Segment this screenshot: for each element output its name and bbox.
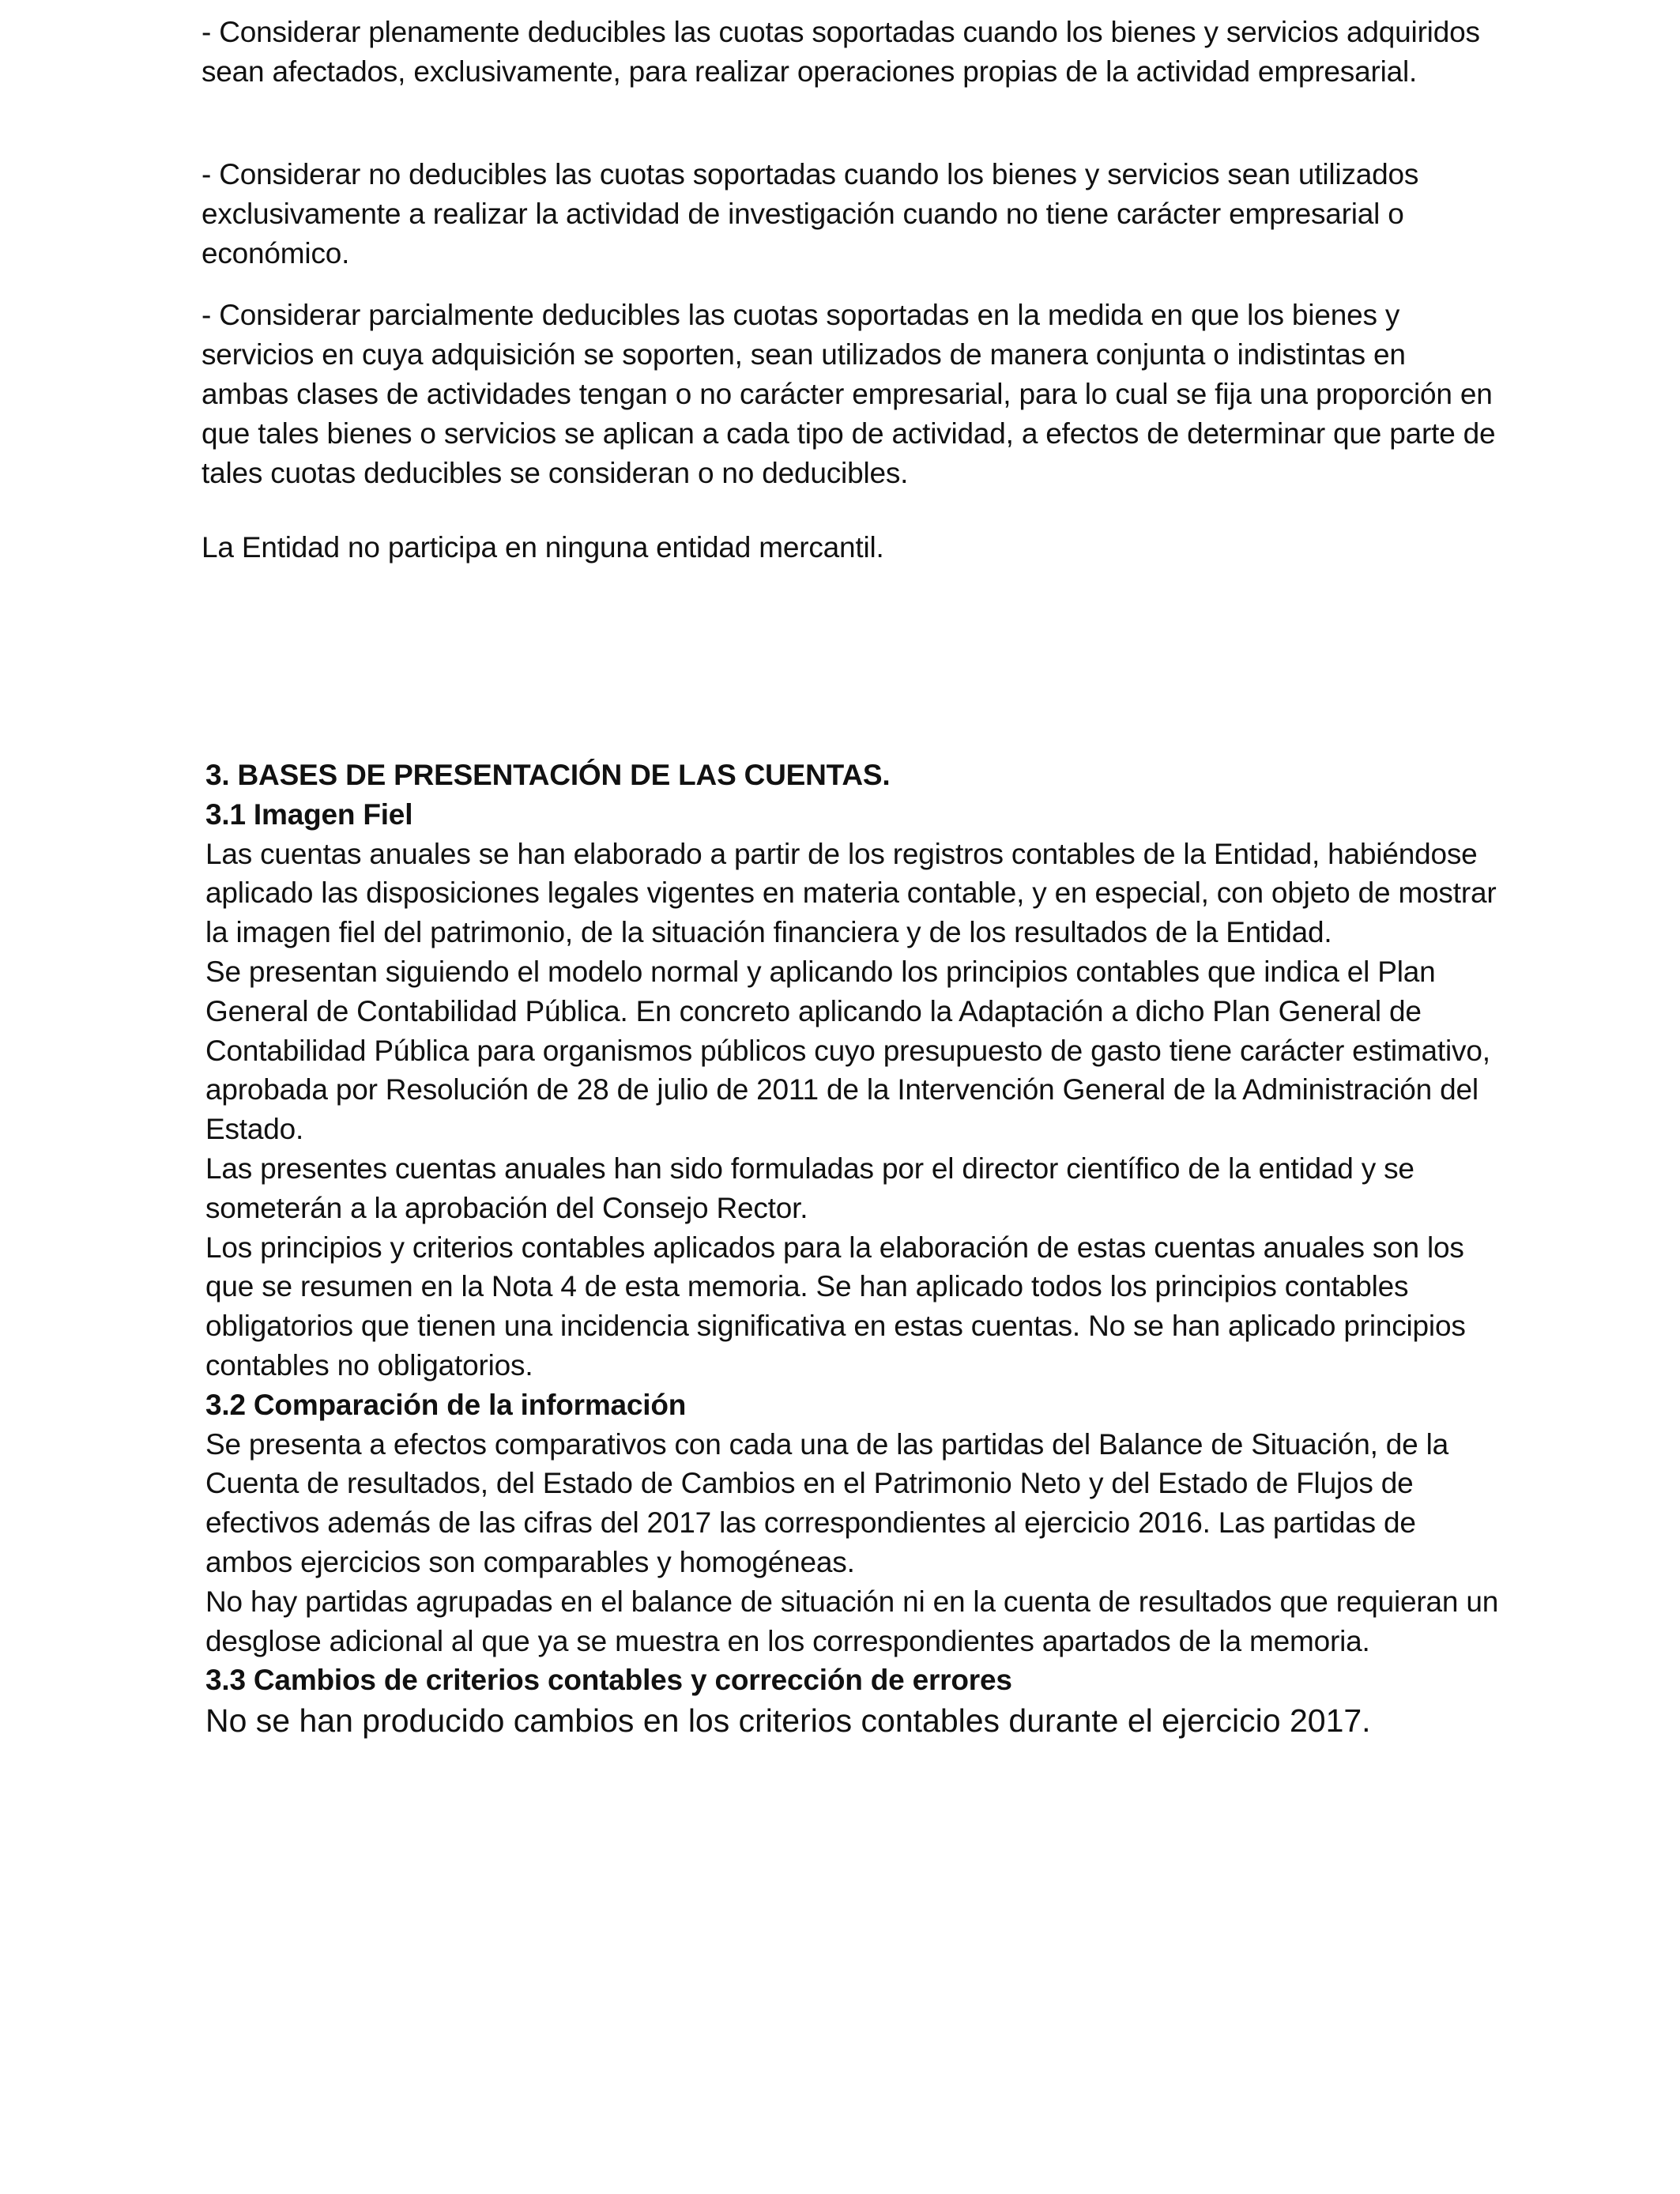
section-title: 3. BASES DE PRESENTACIÓN DE LAS CUENTAS. (205, 759, 891, 791)
paragraph-text: - Considerar no deducibles las cuotas soportadas cuando los bienes y servicios sean utilizados exclusivamente a realizar la actividad de investigación cuando no tiene carácter empresarial o económico. (202, 158, 1419, 270)
intro-paragraph-non-deductible (202, 155, 1497, 273)
intro-paragraph-partially-deductible (202, 296, 1497, 493)
subsection-heading-3-2: 3.2 Comparación de la información (205, 1388, 687, 1421)
subsection-3-1-paragraph: Se presentan siguiendo el modelo normal y aplicando los principios contables que indica el Plan General de Contabilidad Pública. En concreto aplicando la Adaptación a dicho Plan General de Contabilidad Pública para organismos públicos cuyo presupuesto de gasto tiene carácter estimativo, aprobada por Resolución de 28 de julio de 2011 de la Intervención General de la Administración del Estado. (205, 955, 1490, 1146)
section-3-bases-presentacion (205, 756, 1501, 1741)
paragraph-text: - Considerar parcialmente deducibles las cuotas soportadas en la medida en que los bienes y servicios en cuya adquisición se soporten, sean utilizados de manera conjunta o indistintas en ambas clases de actividades tengan o no carácter empresarial, para lo cual se fija una proporción en que tales bienes o servicios se aplican a cada tipo de actividad, a efectos de determinar que parte de tales cuotas deducibles se consideran o no deducibles. (202, 299, 1496, 489)
intro-paragraph-fully-deductible (202, 13, 1497, 92)
subsection-heading-3-3: 3.3 Cambios de criterios contables y corrección de errores (205, 1664, 1012, 1697)
subsection-3-1-paragraph: Las presentes cuentas anuales han sido formuladas por el director científico de la entidad y se someterán a la aprobación del Consejo Rector. (205, 1152, 1414, 1224)
subsection-3-3-text: No se han producido cambios en los criterios contables durante el ejercicio 2017. (205, 1702, 1371, 1740)
intro-paragraph-no-participation (202, 528, 1497, 567)
subsection-3-2-paragraph: Se presenta a efectos comparativos con cada una de las partidas del Balance de Situación, de la Cuenta de resultados, del Estado de Cambios en el Patrimonio Neto y del Estado de Flujos de efectivos además de las cifras del 2017 las correspondientes al ejercicio 2016. Las partidas de ambos ejercicios son comparables y homogéneas. (205, 1427, 1449, 1578)
subsection-heading-3-1: 3.1 Imagen Fiel (205, 797, 413, 831)
paragraph-text: La Entidad no participa en ninguna entidad mercantil. (202, 531, 884, 564)
subsection-3-2-paragraph: No hay partidas agrupadas en el balance de situación ni en la cuenta de resultados que requieran un desglose adicional al que ya se muestra en los correspondientes apartados de la memoria. (205, 1585, 1499, 1657)
subsection-3-1-paragraph: Las cuentas anuales se han elaborado a partir de los registros contables de la Entidad, habiéndose aplicado las disposiciones legales vigentes en materia contable, y en especial, con objeto de mostrar la imagen fiel del patrimonio, de la situación financiera y de los resultados de la Entidad. (205, 837, 1497, 949)
paragraph-text: - Considerar plenamente deducibles las cuotas soportadas cuando los bienes y servicios adquiridos sean afectados, exclusivamente, para realizar operaciones propias de la actividad empresarial. (202, 16, 1480, 88)
subsection-3-1-paragraph: Los principios y criterios contables aplicados para la elaboración de estas cuentas anuales son los que se resumen en la Nota 4 de esta memoria. Se han aplicado todos los principios contables obligatorios que tienen una incidencia significativa en estas cuentas. No se han aplicado principios contables no obligatorios. (205, 1231, 1466, 1382)
